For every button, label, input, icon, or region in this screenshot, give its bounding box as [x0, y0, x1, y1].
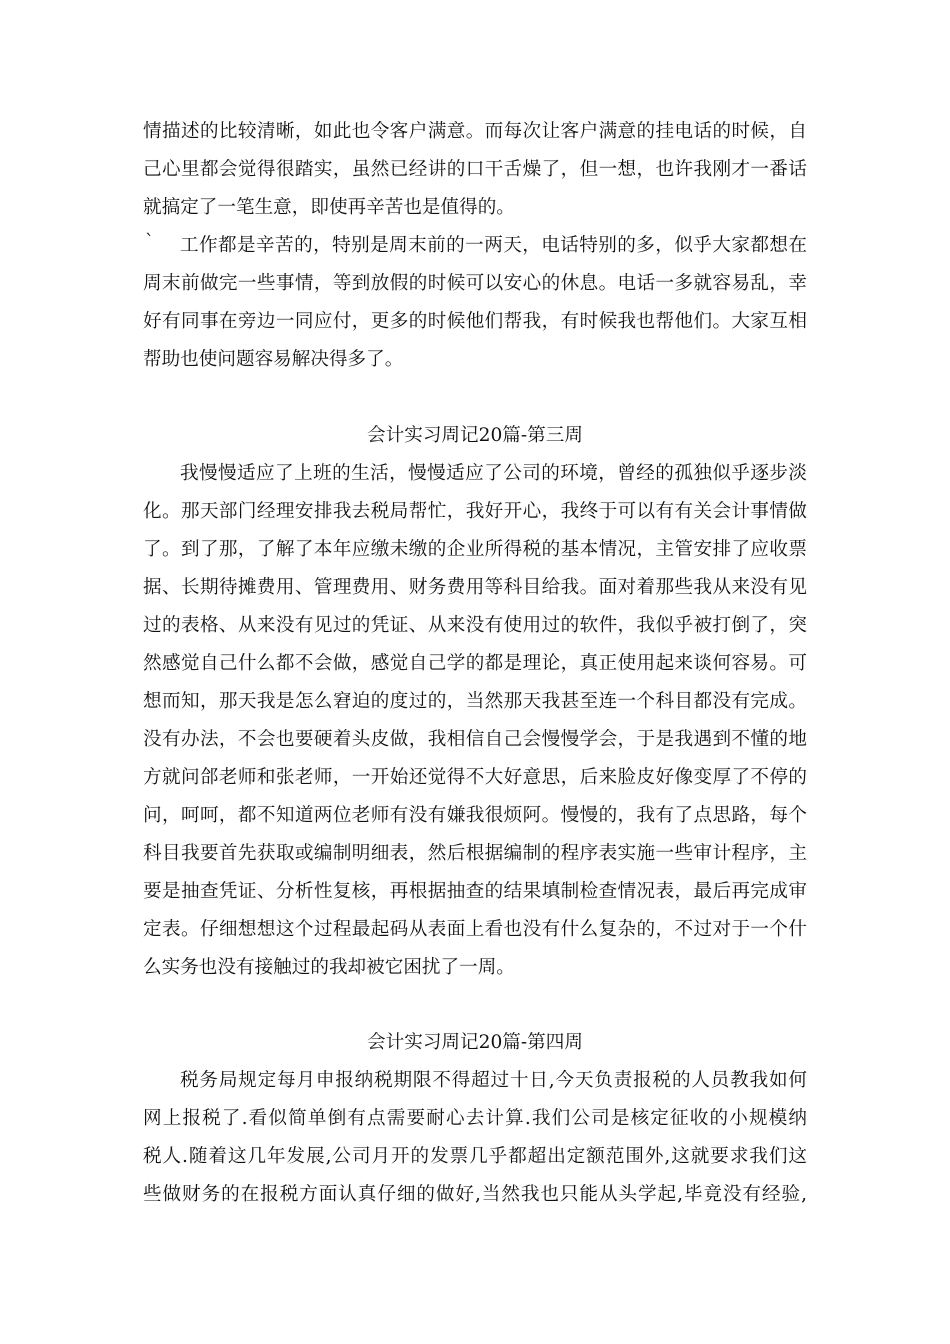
paragraph-line: 己心里都会觉得很踏实，虽然已经讲的口干舌燥了，但一想，也许我刚才一番话 [143, 159, 807, 180]
paragraph-line: 科目我要首先获取或编制明细表，然后根据编制的程序表实施一些审计程序，主 [143, 843, 807, 864]
paragraph-line: 帮助也使问题容易解决得多了。 [143, 349, 404, 370]
paragraph-line: 税务局规定每月申报纳税期限不得超过十日,今天负责报税的人员教我如何 [180, 1070, 807, 1091]
paragraph-line: 么实务也没有接触过的我却被它困扰了一周。 [143, 957, 515, 978]
paragraph-line: 化。那天部门经理安排我去税局帮忙，我好开心，我终于可以有有关会计事情做 [143, 501, 807, 522]
paragraph-line: 工作都是辛苦的，特别是周末前的一两天，电话特别的多，似乎大家都想在 [180, 235, 807, 256]
paragraph-line: 周末前做完一些事情，等到放假的时候可以安心的休息。电话一多就容易乱，幸 [143, 273, 807, 294]
paragraph-line: 然感觉自己什么都不会做，感觉自己学的都是理论，真正使用起来谈何容易。可 [143, 653, 807, 674]
paragraph-line: 网上报税了.看似简单倒有点需要耐心去计算.我们公司是核定征收的小规模纳 [143, 1108, 807, 1129]
paragraph-line: 要是抽查凭证、分析性复核，再根据抽查的结果填制检查情况表，最后再完成审 [143, 881, 807, 902]
paragraph-line: 就搞定了一笔生意，即使再辛苦也是值得的。 [143, 197, 515, 218]
section-heading-week3: 会计实习周记20篇-第三周 [367, 425, 583, 446]
section-heading-week4: 会计实习周记20篇-第四周 [367, 1032, 583, 1053]
paragraph-line: 定表。仔细想想这个过程最起码从表面上看也没有什么复杂的，不过对于一个什 [143, 919, 807, 940]
paragraph-line: 没有办法，不会也要硬着头皮做，我相信自己会慢慢学会，于是我遇到不懂的地 [143, 729, 807, 750]
paragraph-line: 过的表格、从来没有见过的凭证、从来没有使用过的软件，我似乎被打倒了，突 [143, 615, 807, 636]
stray-backtick: ` [145, 231, 154, 252]
paragraph-line: 想而知，那天我是怎么窘迫的度过的，当然那天我甚至连一个科目都没有完成。 [143, 691, 807, 712]
paragraph-line: 据、长期待摊费用、管理费用、财务费用等科目给我。面对着那些我从来没有见 [143, 577, 807, 598]
paragraph-line: 税人.随着这几年发展,公司月开的发票几乎都超出定额范围外,这就要求我们这 [143, 1146, 807, 1167]
paragraph-line: 问，呵呵，都不知道两位老师有没有嫌我很烦阿。慢慢的，我有了点思路，每个 [143, 805, 807, 826]
paragraph-line: 了。到了那，了解了本年应缴未缴的企业所得税的基本情况，主管安排了应收票 [143, 539, 807, 560]
paragraph-line: 些做财务的在报税方面认真仔细的做好,当然我也只能从头学起,毕竟没有经验, [143, 1184, 807, 1205]
paragraph-line: 情描述的比较清晰，如此也令客户满意。而每次让客户满意的挂电话的时候，自 [143, 121, 807, 142]
paragraph-line: 方就问郃老师和张老师，一开始还觉得不大好意思，后来脸皮好像变厚了不停的 [143, 767, 807, 788]
paragraph-line: 好有同事在旁边一同应付，更多的时候他们帮我，有时候我也帮他们。大家互相 [143, 311, 807, 332]
paragraph-line: 我慢慢适应了上班的生活，慢慢适应了公司的环境，曾经的孤独似乎逐步淡 [180, 463, 807, 484]
